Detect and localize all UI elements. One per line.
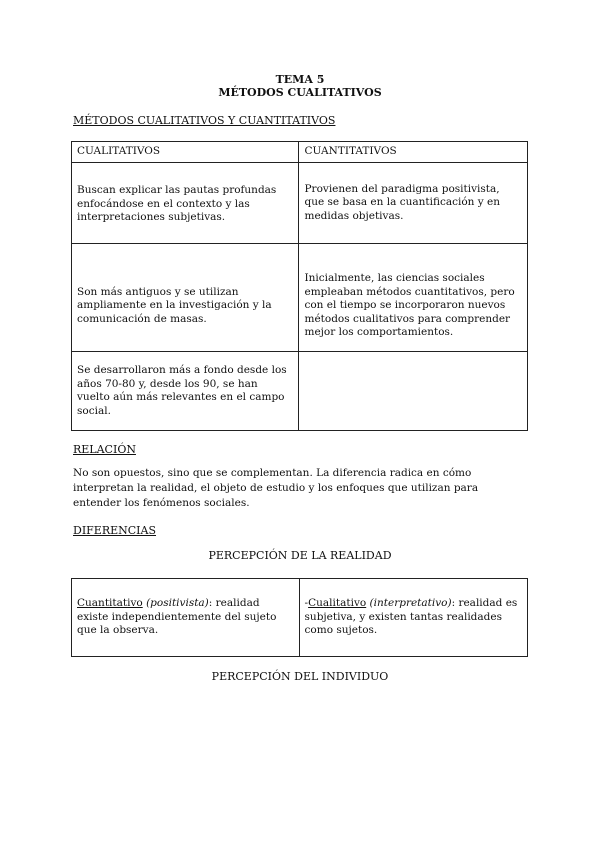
section-heading-methods: MÉTODOS CUALITATIVOS Y CUANTITATIVOS xyxy=(73,114,336,127)
subheading-reality-perception: PERCEPCIÓN DE LA REALIDAD xyxy=(208,549,392,562)
table-row xyxy=(72,579,528,657)
definition-qualitative: : realidad es subjetiva, y existen tantas realidades como sujetos. xyxy=(304,597,518,637)
subheading-individual-perception: PERCEPCIÓN DEL INDIVIDUO xyxy=(211,670,389,683)
term-qualitative: Cualitativo xyxy=(308,597,367,610)
definition-quantitative: : realidad existe independientemente del sujeto que la observa. xyxy=(77,597,277,637)
reality-perception-table xyxy=(71,578,528,657)
page-title: MÉTODOS CUALITATIVOS xyxy=(218,86,382,99)
column-header-qualitative: CUALITATIVOS xyxy=(72,142,299,163)
table-cell-qualitative: Se desarrollaron más a fondo desde los años 70-80 y, desde los 90, se han vuelto aún más relevantes en el campo social. xyxy=(72,352,299,431)
relation-paragraph: No son opuestos, sino que se complementan. La diferencia radica en cómo interpretan la realidad, el objeto de estudio y los enfoques que utilizan para entender los fenómenos sociales. xyxy=(73,467,479,509)
topic-number: TEMA 5 xyxy=(275,73,325,86)
table-cell-quantitative: Inicialmente, las ciencias sociales empleaban métodos cuantitativos, pero con el tiempo se incorporaron nuevos métodos cualitativos para comprender mejor los comportamientos. xyxy=(299,244,528,352)
table-header-row xyxy=(72,142,528,163)
section-heading-differences: DIFERENCIAS xyxy=(73,524,157,537)
table-cell-qualitative: Buscan explicar las pautas profundas enfocándose en el contexto y las interpretaciones subjetivas. xyxy=(72,163,299,244)
table-row xyxy=(72,352,528,431)
table-row xyxy=(72,244,528,352)
cell-quantitative-reality xyxy=(72,579,300,657)
methods-comparison-table xyxy=(71,141,528,431)
section-heading-relation: RELACIÓN xyxy=(73,443,136,456)
qualifier-interpretative: (interpretativo) xyxy=(369,597,452,610)
qualifier-positivist: (positivista) xyxy=(146,597,209,610)
term-quantitative: Cuantitativo xyxy=(77,597,143,610)
table-row xyxy=(72,163,528,244)
table-cell-quantitative xyxy=(299,352,528,431)
table-cell-quantitative: Provienen del paradigma positivista, que se basa en la cuantificación y en medidas objetivas. xyxy=(299,163,528,244)
column-header-quantitative: CUANTITATIVOS xyxy=(299,142,528,163)
dash-prefix: - xyxy=(304,597,309,610)
cell-qualitative-reality xyxy=(299,579,527,657)
table-cell-qualitative: Son más antiguos y se utilizan ampliamente en la investigación y la comunicación de masas. xyxy=(72,244,299,352)
